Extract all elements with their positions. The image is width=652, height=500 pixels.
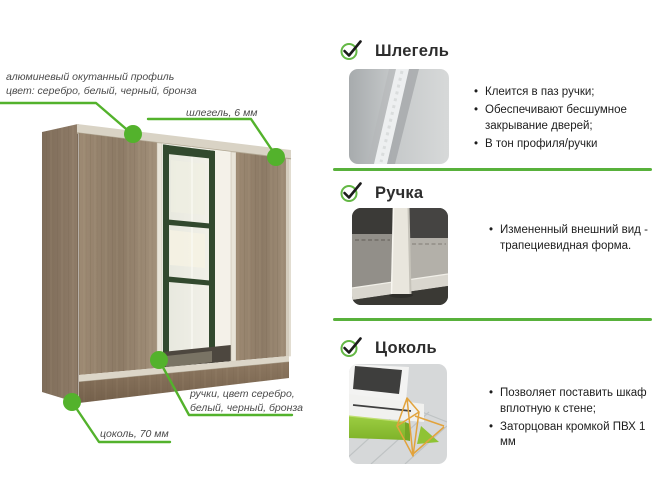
- wardrobe-side-panel: [42, 124, 78, 403]
- plinth-bullets: [487, 386, 652, 453]
- schlegel-callout-label: шлегель, 6 мм: [186, 107, 258, 119]
- plinth-photo: [349, 364, 447, 464]
- check-icon: [339, 181, 363, 203]
- green-dot-icon: [124, 125, 142, 143]
- check-icon: [339, 39, 363, 61]
- plinth-callout-label: цоколь, 70 мм: [100, 428, 169, 440]
- wardrobe-left-door: [79, 133, 157, 375]
- green-dot-icon: [267, 148, 285, 166]
- handles-callout-label: [190, 387, 303, 415]
- bullet-item: • Измененный внешний вид - трапециевидная форма.: [487, 223, 652, 254]
- handle-bullets: [487, 223, 652, 257]
- wardrobe-right-door: [236, 152, 291, 360]
- wardrobe-mirror-door: [162, 143, 231, 370]
- handle-photo: [352, 208, 448, 305]
- section-divider: [333, 168, 652, 171]
- handles-callout-line2: белый, черный, бронза: [190, 402, 303, 414]
- schlegel-photo: [349, 69, 449, 164]
- handle-profile-right: [231, 152, 236, 361]
- profile-callout-label: [6, 70, 197, 98]
- schlegel-bullets: [472, 85, 647, 155]
- section-divider: [333, 318, 652, 321]
- green-dot-icon: [150, 351, 168, 369]
- bullet-item: • В тон профиля/ручки: [472, 137, 647, 153]
- bullet-item: • Клеится в паз ручки;: [472, 85, 647, 101]
- green-dot-icon: [63, 393, 81, 411]
- mirror-pane: [170, 230, 205, 268]
- handle-profile-left: [157, 143, 162, 368]
- mirror-pane: [171, 160, 205, 215]
- profile-callout-line2: цвет: серебро, белый, черный, бронза: [6, 85, 197, 97]
- section-title-schlegel: Шлегель: [375, 42, 450, 60]
- check-icon: [339, 336, 363, 358]
- bullet-item: • Обеспечивают бесшумное закрывание дверей;: [472, 103, 647, 134]
- section-title-handle: Ручка: [375, 184, 424, 202]
- handles-callout-line1: ручки, цвет серебро,: [190, 388, 295, 400]
- bullet-item: • Позволяет поставить шкаф вплотную к стене;: [487, 386, 652, 417]
- section-title-plinth: Цоколь: [375, 339, 437, 357]
- bullet-item: • Заторцован кромкой ПВХ 1 мм: [487, 420, 652, 451]
- mirror-wall-reflection: [215, 151, 231, 363]
- profile-callout-line1: алюминевый окутанный профиль: [6, 71, 175, 83]
